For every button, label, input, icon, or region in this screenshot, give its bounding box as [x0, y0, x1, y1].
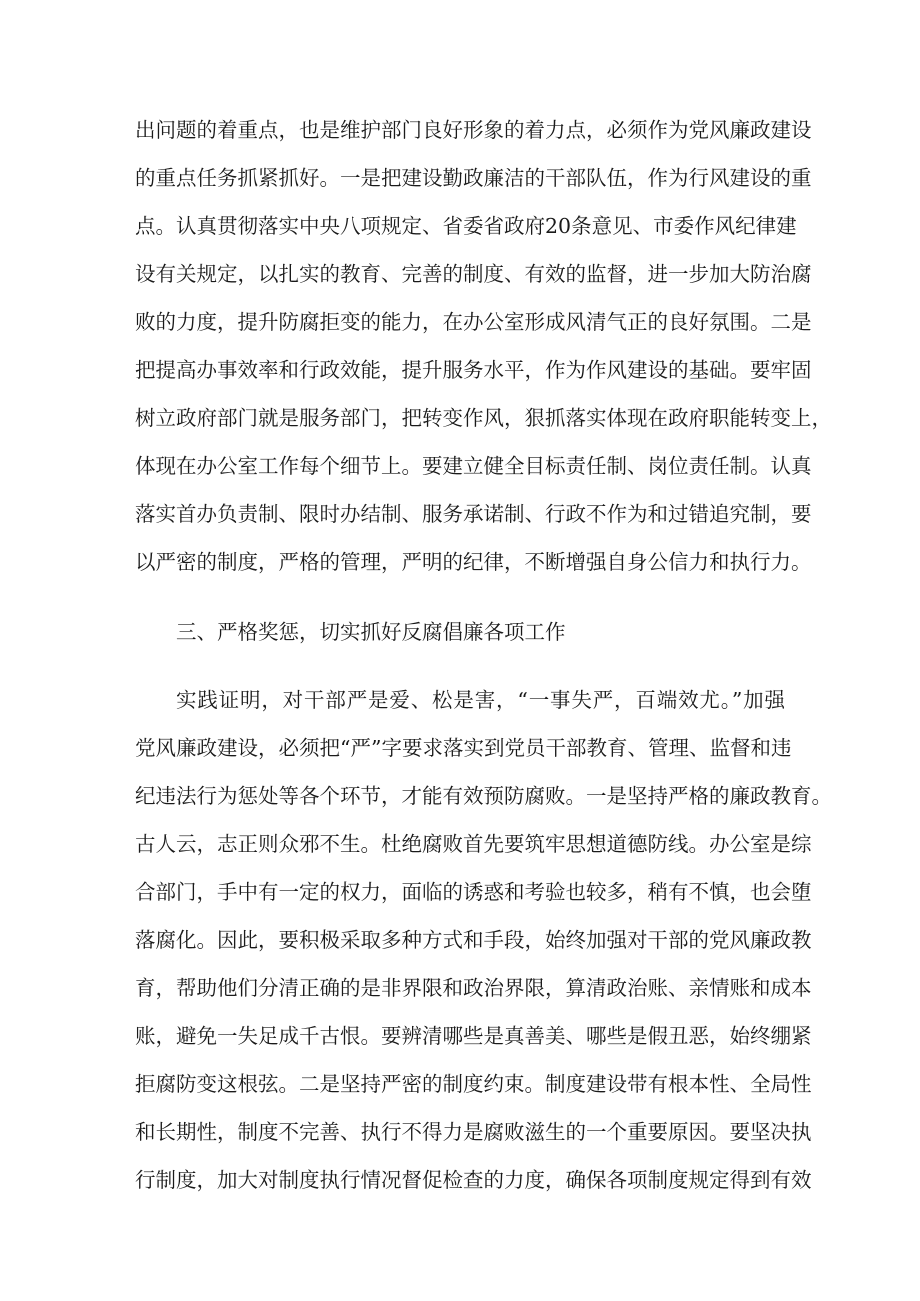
- paragraph-line: [0, 680, 920, 720]
- paragraph-line: [0, 776, 920, 816]
- line-text: 和长期性，制度不完善、执行不得力是腐败滋生的一个重要原因。要坚决执: [135, 1120, 812, 1144]
- line-text: 设有关规定，以扎实的教育、完善的制度、有效的监督，进一步加大防治腐: [135, 262, 812, 286]
- paragraph-line: [0, 158, 920, 198]
- paragraph-line: [0, 542, 920, 582]
- line-text: 合部门，手中有一定的权力，面临的诱惑和考验也较多，稍有不慎，也会堕: [135, 880, 812, 904]
- line-text: 树立政府部门就是服务部门，把转变作风，狠抓落实体现在政府职能转变上，: [135, 406, 832, 430]
- paragraph-line: [0, 206, 920, 246]
- paragraph-line: [0, 398, 920, 438]
- line-text: 出问题的着重点，也是维护部门良好形象的着力点，必须作为党风廉政建设: [135, 118, 812, 142]
- paragraph-line: [0, 1112, 920, 1152]
- paragraph-line: [0, 968, 920, 1008]
- paragraph-line: [0, 1160, 920, 1200]
- paragraph-line: [0, 824, 920, 864]
- paragraph-line: [0, 350, 920, 390]
- line-text: 以严密的制度，严格的管理，严明的纪律，不断增强自身公信力和执行力。: [135, 550, 812, 574]
- line-text: 党风廉政建设，必须把“严”字要求落实到党员干部教育、管理、监督和违: [135, 736, 792, 760]
- line-text: 点。认真贯彻落实中央八项规定、省委省政府20条意见、市委作风纪律建: [135, 214, 797, 238]
- line-text: 拒腐防变这根弦。二是坚持严密的制度约束。制度建设带有根本性、全局性: [135, 1072, 812, 1096]
- line-text: 纪违法行为惩处等各个环节，才能有效预防腐败。一是坚持严格的廉政教育。: [135, 784, 832, 808]
- paragraph-line: [0, 872, 920, 912]
- paragraph-line: [0, 302, 920, 342]
- paragraph-line: [0, 920, 920, 960]
- line-text: 实践证明，对干部严是爱、松是害，“一事失严，百端效尤。”加强: [176, 688, 785, 712]
- paragraph-line: [0, 494, 920, 534]
- line-text: 落实首办负责制、限时办结制、服务承诺制、行政不作为和过错追究制，要: [135, 502, 812, 526]
- line-text: 古人云，志正则众邪不生。杜绝腐败首先要筑牢思想道德防线。办公室是综: [135, 832, 812, 856]
- line-text: 败的力度，提升防腐拒变的能力，在办公室形成风清气正的良好氛围。二是: [135, 310, 812, 334]
- paragraph-line: [0, 1064, 920, 1104]
- line-text: 的重点任务抓紧抓好。一是把建设勤政廉洁的干部队伍，作为行风建设的重: [135, 166, 812, 190]
- line-text: 账，避免一失足成千古恨。要辨清哪些是真善美、哪些是假丑恶，始终绷紧: [135, 1024, 812, 1048]
- paragraph-line: [0, 728, 920, 768]
- paragraph-line: [0, 254, 920, 294]
- line-text: 把提高办事效率和行政效能，提升服务水平，作为作风建设的基础。要牢固: [135, 358, 812, 382]
- paragraph-line: [0, 446, 920, 486]
- line-text: 行制度，加大对制度执行情况督促检查的力度，确保各项制度规定得到有效: [135, 1168, 812, 1192]
- paragraph-line: [0, 110, 920, 150]
- heading-text: 三、严格奖惩，切实抓好反腐倡廉各项工作: [176, 620, 566, 644]
- line-text: 落腐化。因此，要积极采取多种方式和手段，始终加强对干部的党风廉政教: [135, 928, 812, 952]
- line-text: 体现在办公室工作每个细节上。要建立健全目标责任制、岗位责任制。认真: [135, 454, 812, 478]
- paragraph-line: [0, 1016, 920, 1056]
- section-heading: [0, 612, 920, 652]
- line-text: 育，帮助他们分清正确的是非界限和政治界限，算清政治账、亲情账和成本: [135, 976, 812, 1000]
